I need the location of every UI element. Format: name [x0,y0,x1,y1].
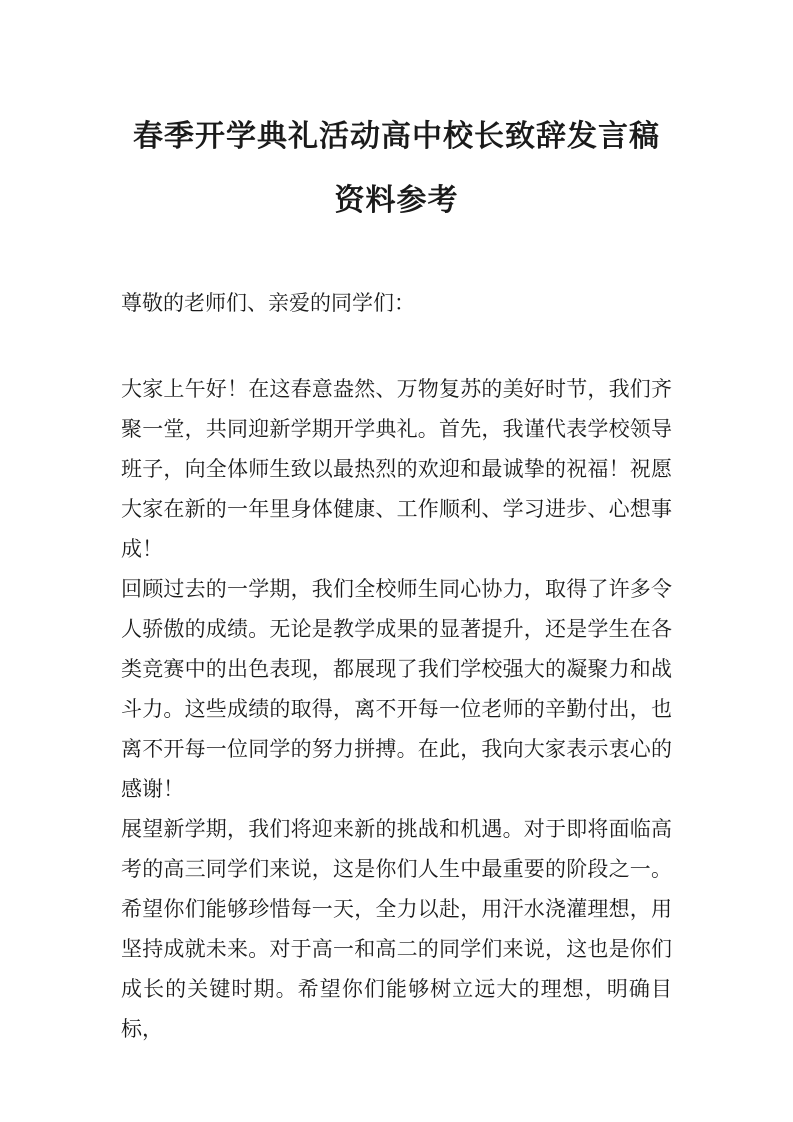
paragraph-greeting: 大家上午好！在这春意盎然、万物复苏的美好时节，我们齐聚一堂，共同迎新学期开学典礼。首先，我谨代表学校领导班子，向全体师生致以最热烈的欢迎和最诚挚的祝福！祝愿大家在新的一年里身体健康、工作顺利、学习进步、心想事成！ [121,377,672,561]
paragraph-review: 回顾过去的一学期，我们全校师生同心协力，取得了许多令人骄傲的成绩。无论是教学成果的显著提升，还是学生在各类竞赛中的出色表现，都展现了我们学校强大的凝聚力和战斗力。这些成绩的取得，离不开每一位老师的辛勤付出，也离不开每一位同学的努力拼搏。在此，我向大家表示衷心的感谢！ [121,577,672,801]
paragraph-outlook: 展望新学期，我们将迎来新的挑战和机遇。对于即将面临高考的高三同学们来说，这是你们人生中最重要的阶段之一。希望你们能够珍惜每一天，全力以赴，用汗水浇灌理想，用坚持成就未来。对于高一和高二的同学们来说，这也是你们成长的关键时期。希望你们能够树立远大的理想，明确目标， [121,817,672,1041]
salutation-line: 尊敬的老师们、亲爱的同学们： [121,291,415,315]
document-title: 春季开学典礼活动高中校长致辞发言稿资料参考 [133,120,660,217]
